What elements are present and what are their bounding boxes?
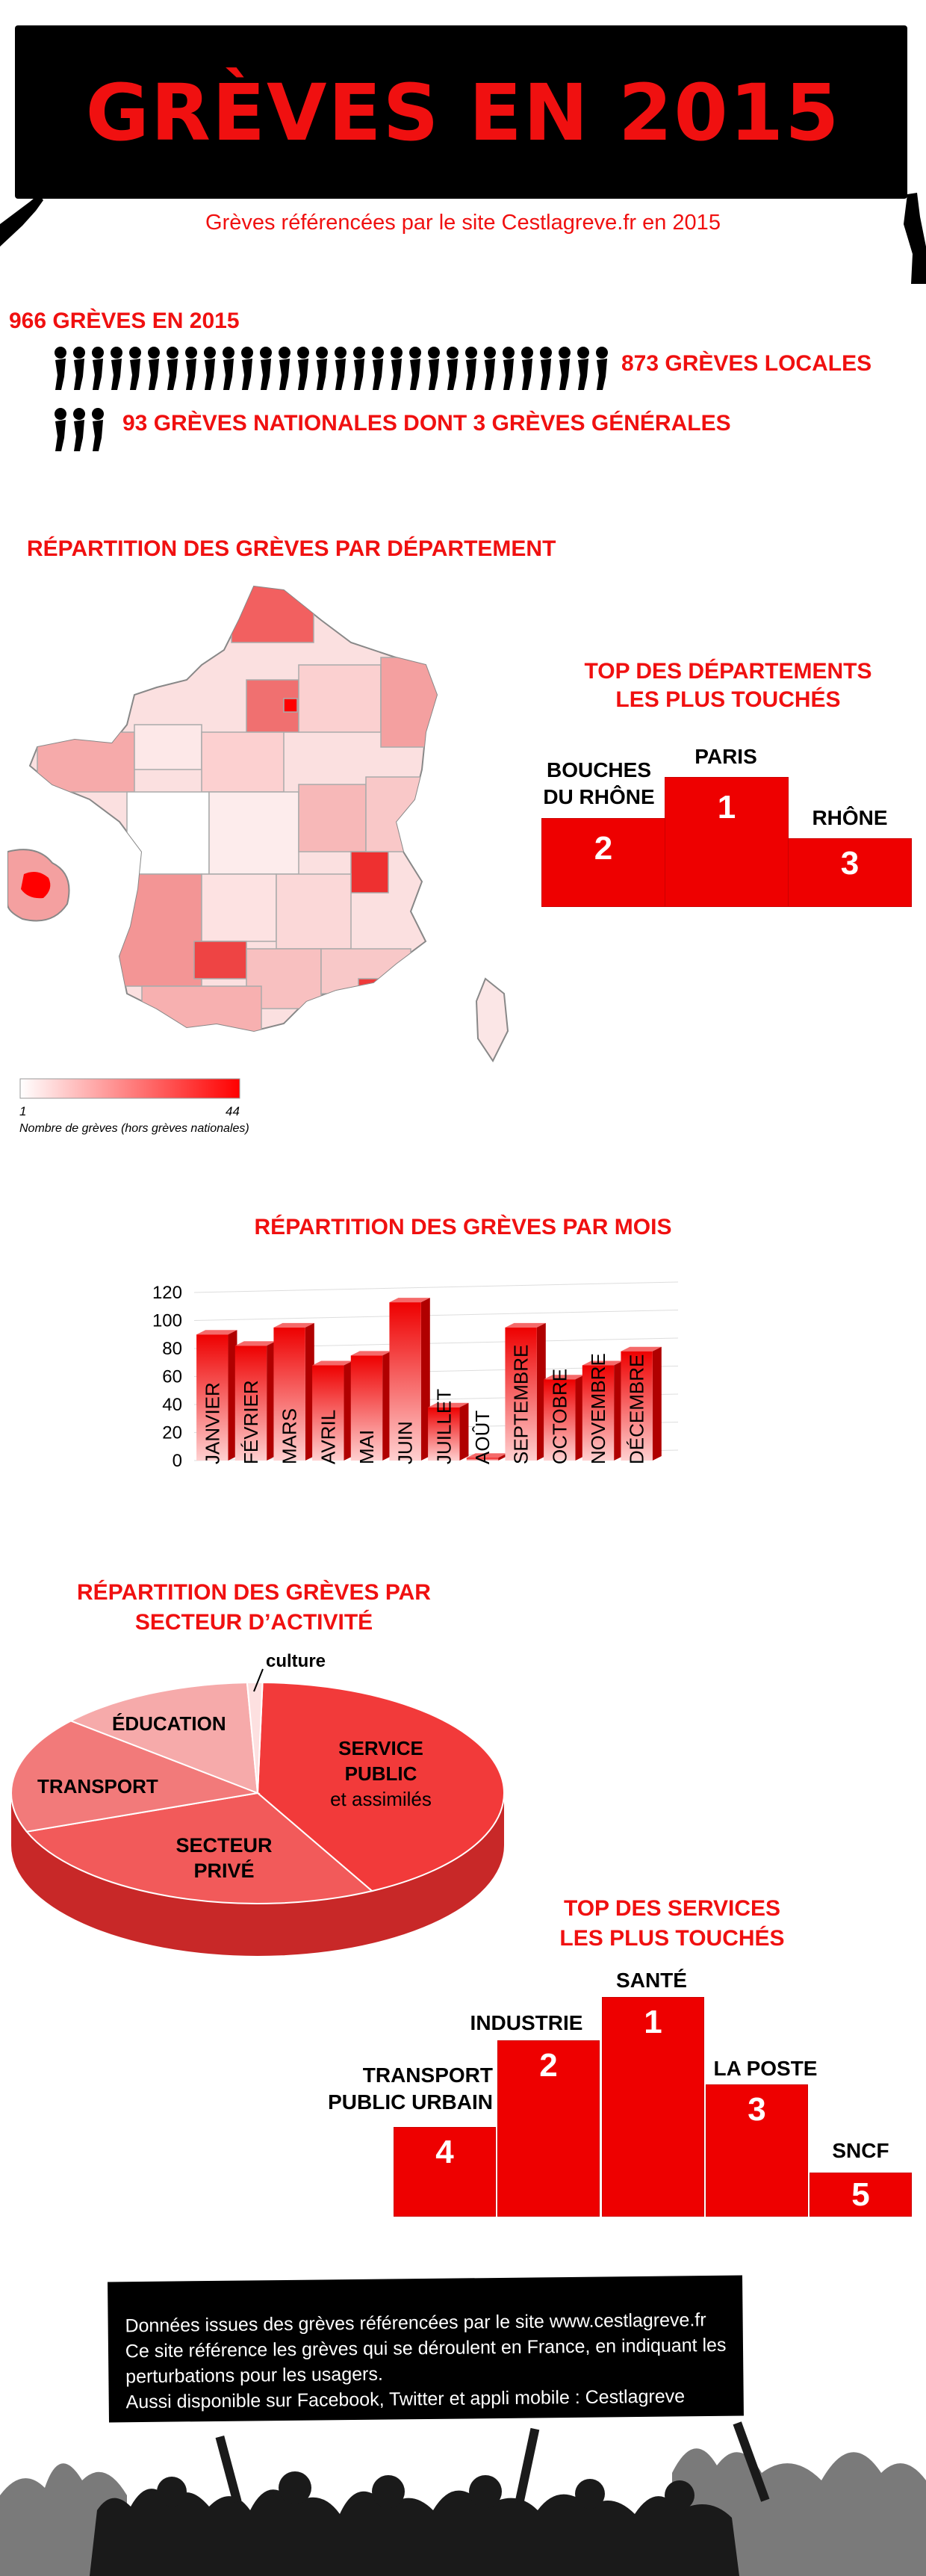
y-gridline	[194, 1282, 678, 1292]
top-departements-title-line1: TOP DES DÉPARTEMENTS	[584, 659, 872, 684]
striker-icon	[55, 347, 66, 390]
striker-icon	[540, 347, 552, 390]
striker-icon	[521, 347, 533, 390]
striker-icon	[204, 347, 216, 390]
striker-icon	[185, 347, 197, 390]
services-label-5: SNCF	[832, 2139, 889, 2162]
services-block-1: 1	[602, 1997, 704, 2217]
footer-line1: Données issues des grèves référencées par le site www.cestlagreve.fr	[125, 2309, 706, 2337]
footer-line2: Ce site référence les grèves qui se déroulent en France, en indiquant les	[125, 2334, 727, 2362]
striker-icon	[577, 347, 589, 390]
footer-line3: perturbations pour les usagers.	[125, 2363, 383, 2388]
monthly-bar-chart	[134, 1259, 747, 1550]
x-tick-label: NOVEMBRE	[586, 1353, 609, 1464]
top-services-title	[485, 1894, 859, 1954]
y-tick-label: 60	[162, 1366, 182, 1387]
striker-icon	[316, 347, 328, 390]
y-tick-label: 120	[152, 1283, 182, 1303]
crowd-silhouette	[0, 2383, 926, 2576]
services-label-4: TRANSPORT PUBLIC URBAIN	[328, 2063, 493, 2114]
pie-title-line2: SECTEUR D’ACTIVITÉ	[134, 1610, 373, 1635]
striker-icon	[167, 347, 178, 390]
services-block-2: 2	[497, 2040, 600, 2217]
pie-title-line1: RÉPARTITION DES GRÈVES PAR	[77, 1580, 431, 1605]
local-striker-row	[51, 345, 611, 391]
footer-line4: Aussi disponible sur Facebook, Twitter et appli mobile : Cestlagreve	[125, 2385, 686, 2413]
podium-block-2: 2	[541, 818, 665, 907]
x-tick-label: AVRIL	[317, 1409, 340, 1464]
x-tick-label: OCTOBRE	[548, 1368, 571, 1464]
map-title: RÉPARTITION DES GRÈVES PAR DÉPARTEMENT	[27, 536, 556, 561]
legend-min: 1	[19, 1104, 27, 1118]
pie-label-secteur-prive: SECTEUR PRIVÉ	[175, 1834, 273, 1882]
striker-icon	[279, 347, 290, 390]
national-count: 93 GRÈVES NATIONALES DONT 3 GRÈVES GÉNÉRALES	[122, 411, 731, 436]
x-tick-label: AOÛT	[470, 1410, 494, 1464]
sector-pie-chart	[0, 1644, 523, 1987]
striker-icon	[129, 347, 141, 390]
y-tick-label: 0	[172, 1451, 182, 1471]
map-legend-gradient	[19, 1078, 243, 1100]
top-services-title-line1: TOP DES SERVICES	[563, 1896, 781, 1921]
striker-icon	[465, 347, 477, 390]
national-striker-row	[51, 406, 107, 453]
striker-icon	[92, 347, 104, 390]
pie-label-service-public: SERVICE PUBLIC et assimilés	[330, 1737, 432, 1810]
top-services-title-line2: LES PLUS TOUCHÉS	[559, 1926, 785, 1951]
striker-icon	[73, 408, 85, 451]
total-headline: 966 GRÈVES EN 2015	[9, 309, 240, 333]
services-label-1: SANTÉ	[616, 1969, 687, 1992]
striker-icon	[241, 347, 253, 390]
local-strikers-icons	[51, 345, 618, 391]
monthly-chart-title: RÉPARTITION DES GRÈVES PAR MOIS	[254, 1215, 672, 1239]
striker-icon	[223, 347, 234, 390]
legend-caption: Nombre de grèves (hors grèves nationales)	[19, 1122, 249, 1135]
podium-label-1: PARIS	[694, 745, 757, 768]
x-tick-label: DÉCEMBRE	[625, 1354, 648, 1464]
y-tick-label: 20	[162, 1422, 182, 1443]
top-departements-title-line2: LES PLUS TOUCHÉS	[615, 687, 841, 712]
striker-icon	[372, 347, 384, 390]
y-tick-label: 80	[162, 1339, 182, 1359]
striker-icon	[503, 347, 515, 390]
striker-icon	[391, 347, 403, 390]
x-tick-label: JUILLET	[432, 1388, 456, 1464]
page-subtitle: Grèves référencées par le site Cestlagreve.fr en 2015	[205, 211, 721, 235]
page-title: GRÈVES EN 2015	[85, 67, 841, 158]
x-tick-label: MAI	[355, 1429, 378, 1464]
top-departements-title	[523, 657, 926, 714]
legend-max: 44	[226, 1104, 240, 1118]
x-tick-label: FÉVRIER	[239, 1380, 262, 1464]
striker-icon	[353, 347, 365, 390]
pie-chart-title	[45, 1578, 463, 1638]
pie-label-transport: TRANSPORT	[37, 1775, 158, 1798]
services-label-3: LA POSTE	[713, 2057, 818, 2080]
striker-icon	[409, 347, 421, 390]
podium-label-2: BOUCHES DU RHÔNE	[543, 758, 655, 808]
striker-icon	[111, 347, 122, 390]
striker-icon	[73, 347, 85, 390]
pie-label-education: ÉDUCATION	[112, 1712, 226, 1735]
striker-icon	[55, 408, 66, 451]
x-tick-label: JUIN	[394, 1421, 417, 1464]
x-tick-label: SEPTEMBRE	[509, 1344, 532, 1464]
services-label-2: INDUSTRIE	[470, 2011, 583, 2034]
podium-block-1: 1	[665, 777, 789, 907]
france-map	[7, 575, 530, 1098]
x-tick-label: JANVIER	[201, 1382, 224, 1464]
pie-label-culture: culture	[266, 1651, 326, 1671]
striker-icon	[428, 347, 440, 390]
striker-icon	[335, 347, 347, 390]
striker-icon	[260, 347, 272, 390]
striker-icon	[148, 347, 160, 390]
striker-icon	[92, 408, 104, 451]
striker-icon	[484, 347, 496, 390]
y-tick-label: 40	[162, 1395, 182, 1415]
striker-icon	[559, 347, 571, 390]
x-tick-label: MARS	[278, 1408, 301, 1464]
striker-icon	[297, 347, 309, 390]
y-gridline	[194, 1310, 678, 1321]
y-tick-label: 100	[152, 1310, 182, 1331]
services-block-4: 4	[394, 2127, 496, 2217]
services-block-5: 5	[810, 2173, 912, 2217]
services-block-3: 3	[706, 2084, 808, 2217]
local-count: 873 GRÈVES LOCALES	[621, 351, 872, 376]
national-strikers-icons	[51, 406, 118, 453]
podium-label-3: RHÔNE	[812, 806, 888, 829]
striker-icon	[447, 347, 459, 390]
striker-icon	[596, 347, 608, 390]
podium-block-3: 3	[788, 838, 912, 907]
